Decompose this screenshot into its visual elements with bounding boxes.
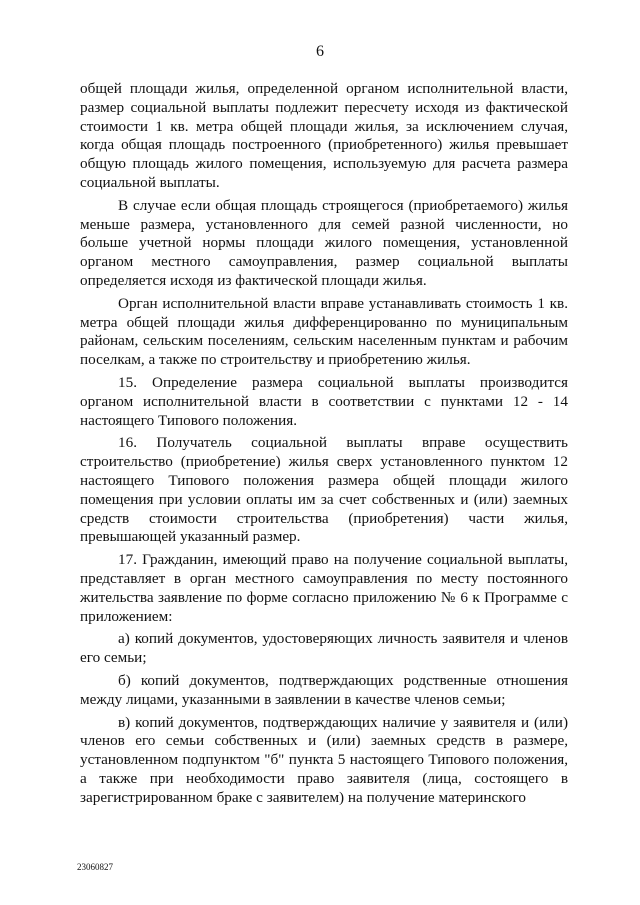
paragraph-area-smaller: В случае если общая площадь строящегося (приобретаемого) жилья меньше размера, установленного для семей разной численности, но больше учетной нормы площади жилого помещения, установленной органом местного самоуправления, размер социальной выплаты определяется исходя из фактической площади жилья. — [80, 196, 568, 289]
paragraph-subitem-v: в) копий документов, подтверждающих наличие у заявителя и (или) членов его семьи собственных и (или) заемных средств в размере, установленном подпунктом "б" пункта 5 настоящего Типового положения, а также при необходимости право заявителя (лица, состоящего в зарегистрированном браке с заявителем) на получение материнского — [80, 713, 568, 806]
paragraph-item-17: 17. Гражданин, имеющий право на получение социальной выплаты, представляет в орган местного самоуправления по месту постоянного жительства заявление по форме согласно приложению № 6 к Программе с приложением: — [80, 551, 568, 625]
page-number: 6 — [316, 43, 324, 60]
paragraph-continuation: общей площади жилья, определенной органом исполнительной власти, размер социальной выплаты подлежит пересчету исходя из фактической стоимости 1 кв. метра общей площади жилья, за исключением случая, когда общая площадь построенного (приобретенного) жилья превышает общую площадь жилого помещения, используемую для расчета размера социальной выплаты. — [80, 80, 568, 191]
paragraph-item-15: 15. Определение размера социальной выплаты производится органом исполнительной власти в соответствии с пунктами 12 - 14 настоящего Типового положения. — [80, 373, 568, 429]
paragraph-subitem-b: б) копий документов, подтверждающих родственные отношения между лицами, указанными в заявлении в качестве членов семьи; — [80, 671, 568, 708]
document-code: 23060827 — [77, 862, 113, 872]
paragraph-subitem-a: а) копий документов, удостоверяющих личность заявителя и членов его семьи; — [80, 630, 568, 667]
paragraph-cost-differentiation: Орган исполнительной власти вправе устанавливать стоимость 1 кв. метра общей площади жилья дифференцированно по муниципальным районам, сельским поселениям, сельским населенным пунктам и рабочим поселкам, а также по строительству и приобретению жилья. — [80, 294, 568, 369]
paragraph-item-16: 16. Получатель социальной выплаты вправе осуществить строительство (приобретение) жилья сверх установленного пунктом 12 настоящего Типового положения размера общей площади жилого помещения при условии оплаты им за счет собственных и (или) заемных средств стоимости строительства (приобретения) части жилья, превышающей указанный размер. — [80, 434, 568, 546]
document-body — [80, 80, 568, 811]
